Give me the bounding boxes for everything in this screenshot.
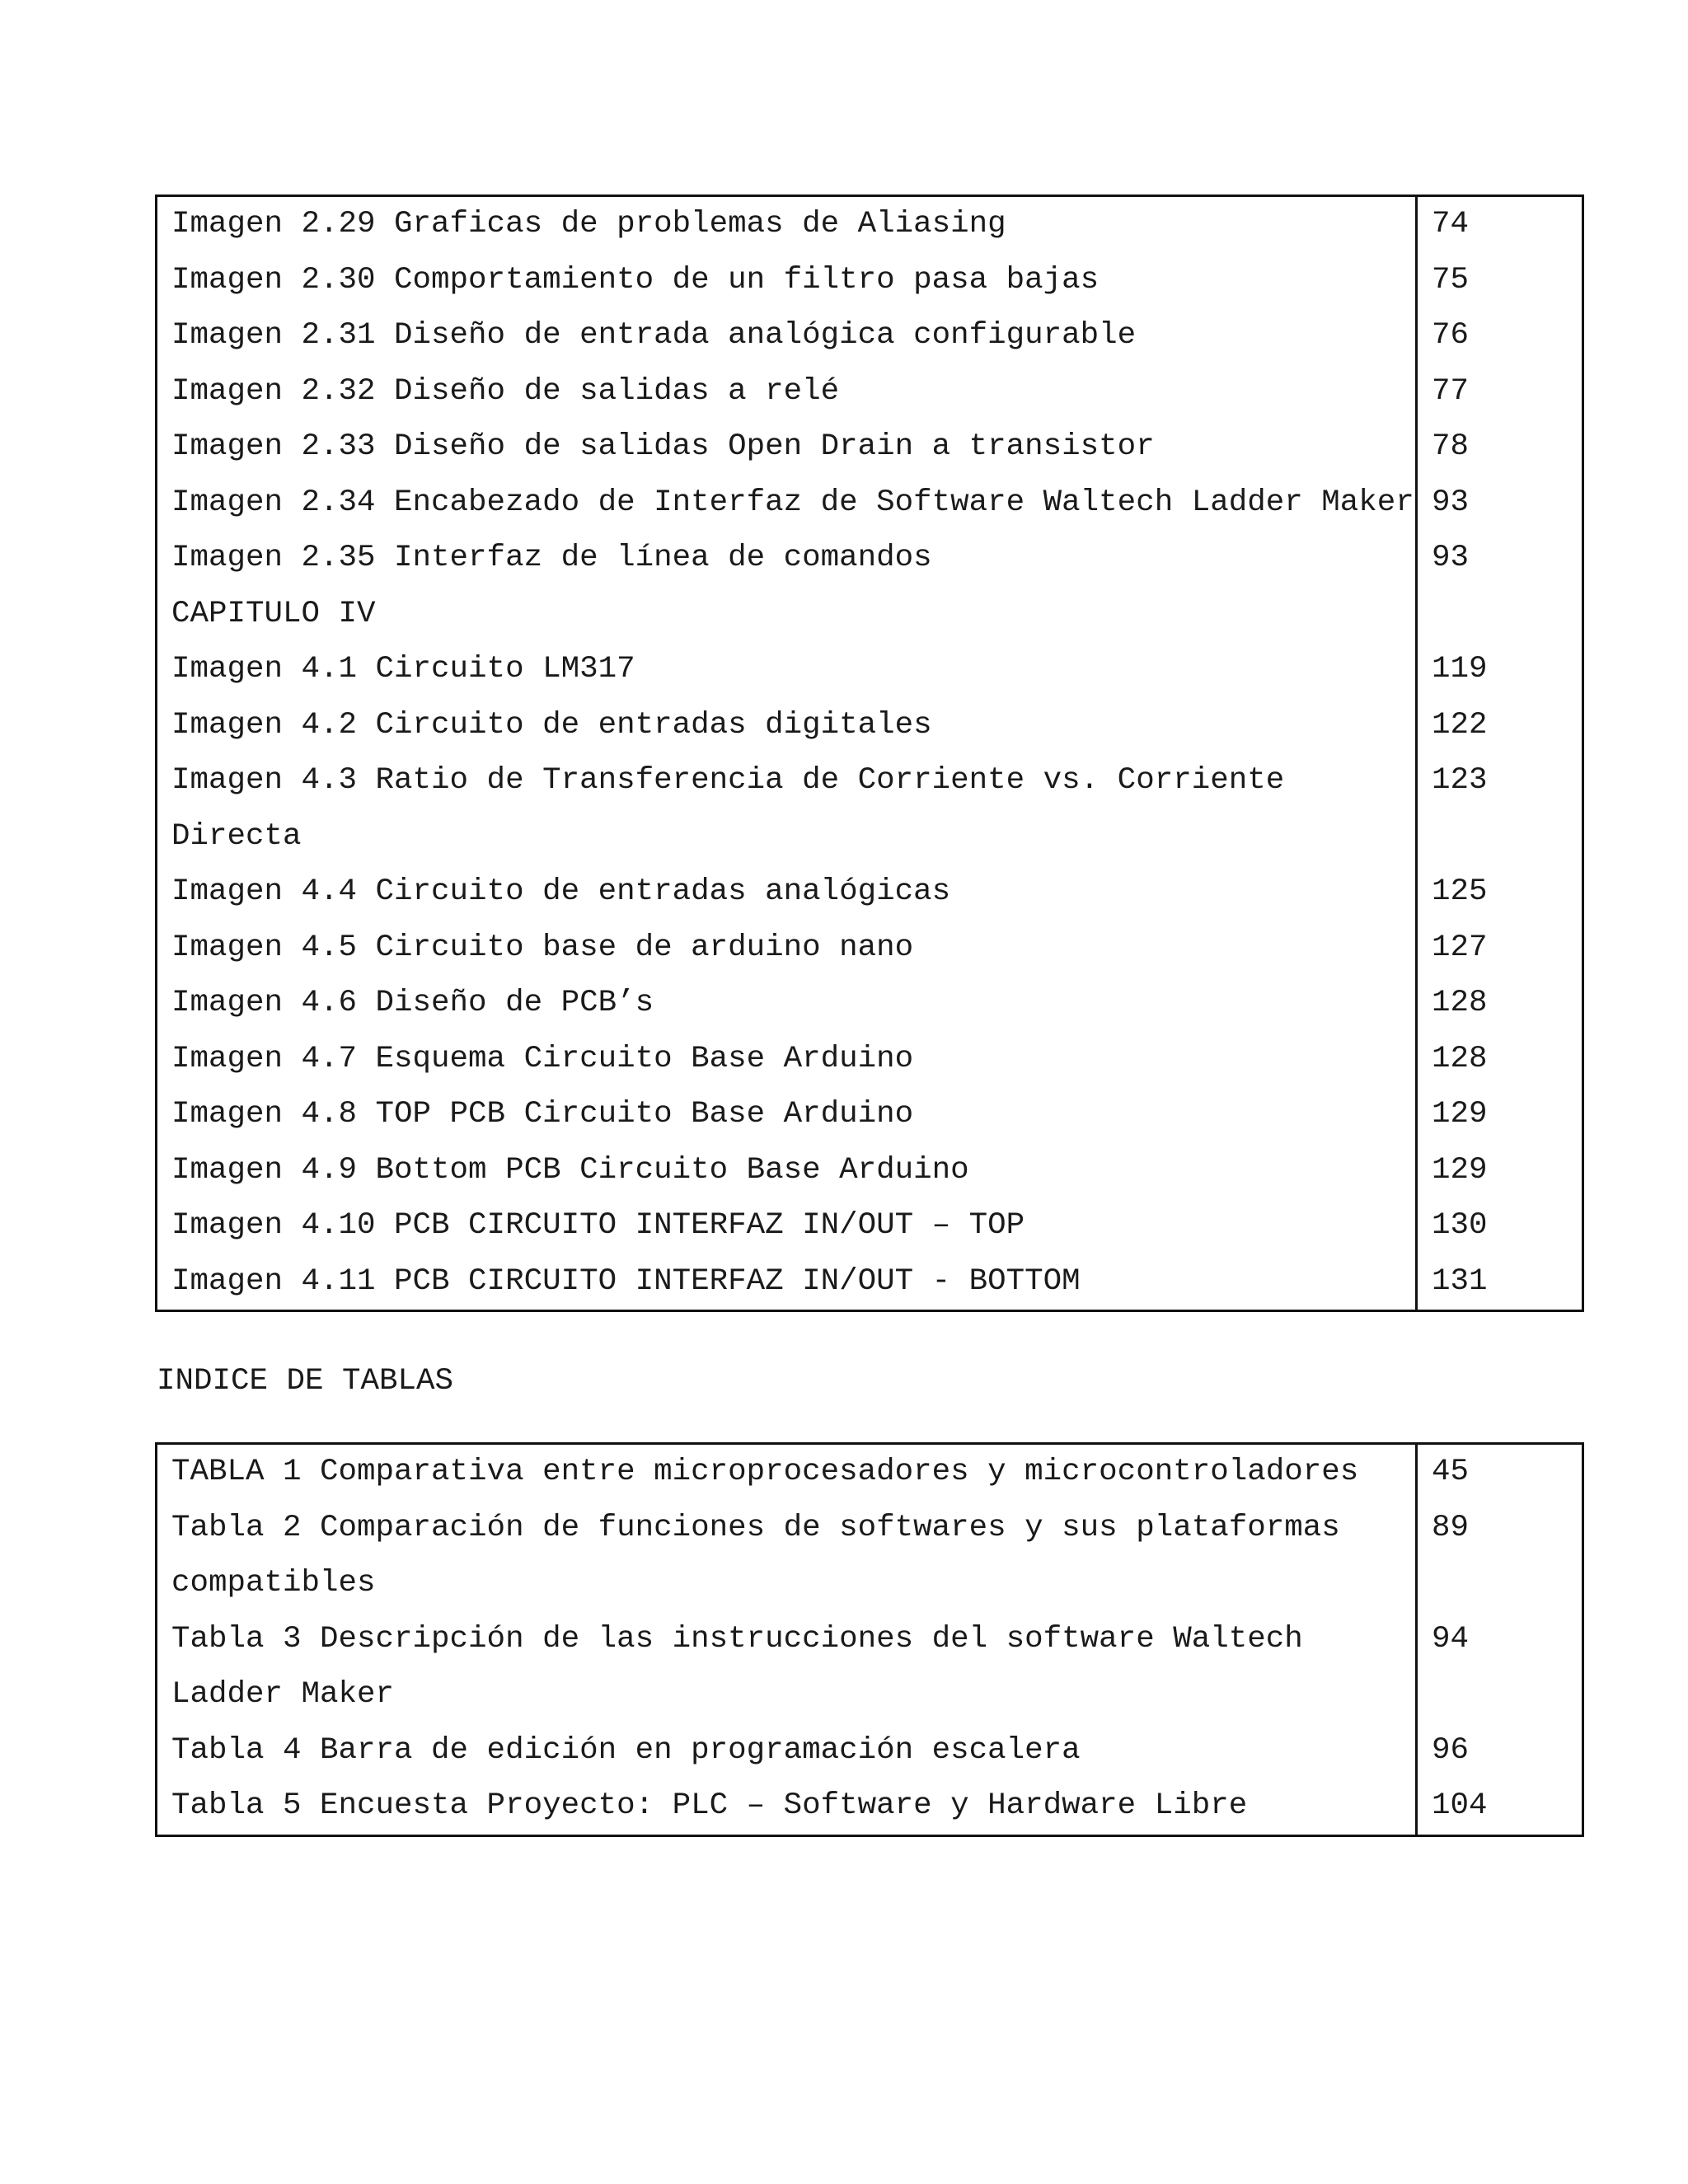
entry-page: 74 [1417, 196, 1583, 253]
entry-title: Imagen 2.29 Graficas de problemas de Aliasing [171, 207, 1006, 241]
table-row [157, 1501, 1583, 1612]
entry-title: Imagen 2.32 Diseño de salidas a relé [171, 373, 840, 409]
entry-page: 128 [1417, 976, 1583, 1032]
table-row [157, 1254, 1583, 1311]
table-row [157, 364, 1583, 420]
entry-title: Imagen 4.7 Esquema Circuito Base Arduino [171, 1041, 914, 1076]
entry-title: Imagen 2.33 Diseño de salidas Open Drain a transistor [171, 429, 1155, 464]
entry-title: Tabla 5 Encuesta Proyecto: PLC – Software y Hardware Libre [171, 1788, 1248, 1823]
entry-page [1417, 587, 1583, 643]
table-row [157, 196, 1583, 253]
table-row [157, 698, 1583, 754]
entry-title: Tabla 4 Barra de edición en programación escalera [171, 1732, 1081, 1768]
table-row [157, 308, 1583, 364]
entry-page: 129 [1417, 1143, 1583, 1199]
entry-page: 123 [1417, 753, 1583, 865]
entry-title: Imagen 4.1 Circuito LM317 [171, 652, 635, 687]
table-row [157, 976, 1583, 1032]
table-row [157, 1032, 1583, 1088]
entry-page: 89 [1417, 1501, 1583, 1612]
table-row [157, 1444, 1583, 1501]
entry-page: 127 [1417, 921, 1583, 977]
entry-page: 122 [1417, 698, 1583, 754]
entry-page: 45 [1417, 1444, 1583, 1501]
entry-page: 130 [1417, 1198, 1583, 1254]
figures-index-table [155, 194, 1584, 1312]
entry-title: Imagen 2.31 Diseño de entrada analógica configurable [171, 318, 1137, 353]
entry-title: Imagen 4.9 Bottom PCB Circuito Base Arduino [171, 1152, 969, 1188]
entry-title: Imagen 4.10 PCB CIRCUITO INTERFAZ IN/OUT – TOP [171, 1208, 1025, 1243]
entry-page: 96 [1417, 1723, 1583, 1779]
tables-index-body [157, 1444, 1583, 1836]
entry-title: Imagen 2.30 Comportamiento de un filtro pasa bajas [171, 262, 1100, 298]
entry-title: TABLA 1 Comparativa entre microprocesadores y microcontroladores [171, 1455, 1359, 1489]
entry-page: 104 [1417, 1779, 1583, 1835]
entry-page: 93 [1417, 531, 1583, 587]
table-row [157, 476, 1583, 532]
entry-page: 94 [1417, 1612, 1583, 1723]
entry-title: Imagen 4.6 Diseño de PCB’s [171, 986, 654, 1020]
entry-title: Imagen 4.3 Ratio de Transferencia de Corriente vs. Corriente Directa [171, 763, 1285, 854]
entry-page: 119 [1417, 642, 1583, 698]
entry-page: 77 [1417, 364, 1583, 420]
entry-page: 125 [1417, 865, 1583, 921]
entry-page: 93 [1417, 476, 1583, 532]
table-row [157, 753, 1583, 865]
entry-title: Imagen 4.2 Circuito de entradas digitales [171, 707, 932, 743]
table-row [157, 1198, 1583, 1254]
entry-page: 131 [1417, 1254, 1583, 1311]
table-row [157, 419, 1583, 476]
table-row [157, 531, 1583, 587]
table-row [157, 1143, 1583, 1199]
entry-title: Imagen 2.34 Encabezado de Interfaz de Software Waltech Ladder Maker [171, 485, 1414, 520]
table-row [157, 1087, 1583, 1143]
table-row [157, 253, 1583, 309]
table-row [157, 642, 1583, 698]
entry-page: 128 [1417, 1032, 1583, 1088]
table-row [157, 865, 1583, 921]
chapter-heading: CAPITULO IV [171, 596, 376, 631]
entry-title: Tabla 3 Descripción de las instrucciones del software Waltech Ladder Maker [171, 1621, 1303, 1712]
entry-title: Imagen 4.4 Circuito de entradas analógicas [171, 874, 951, 909]
entry-title: Imagen 4.8 TOP PCB Circuito Base Arduino [171, 1097, 914, 1132]
chapter-heading-row [157, 587, 1583, 643]
entry-page: 129 [1417, 1087, 1583, 1143]
entry-title: Imagen 4.5 Circuito base de arduino nano [171, 930, 914, 965]
entry-page: 76 [1417, 308, 1583, 364]
tables-index-table [155, 1442, 1584, 1837]
entry-title: Tabla 2 Comparación de funciones de softwares y sus plataformas compatibles [171, 1510, 1340, 1601]
figures-index-body [157, 196, 1583, 1311]
table-row [157, 1612, 1583, 1723]
entry-page: 75 [1417, 253, 1583, 309]
table-row [157, 1779, 1583, 1835]
tables-index-heading: INDICE DE TABLAS [157, 1364, 454, 1399]
entry-title: Imagen 2.35 Interfaz de línea de comandos [171, 541, 932, 575]
table-row [157, 1723, 1583, 1779]
entry-title: Imagen 4.11 PCB CIRCUITO INTERFAZ IN/OUT - BOTTOM [171, 1263, 1081, 1299]
table-row [157, 921, 1583, 977]
entry-page: 78 [1417, 419, 1583, 476]
